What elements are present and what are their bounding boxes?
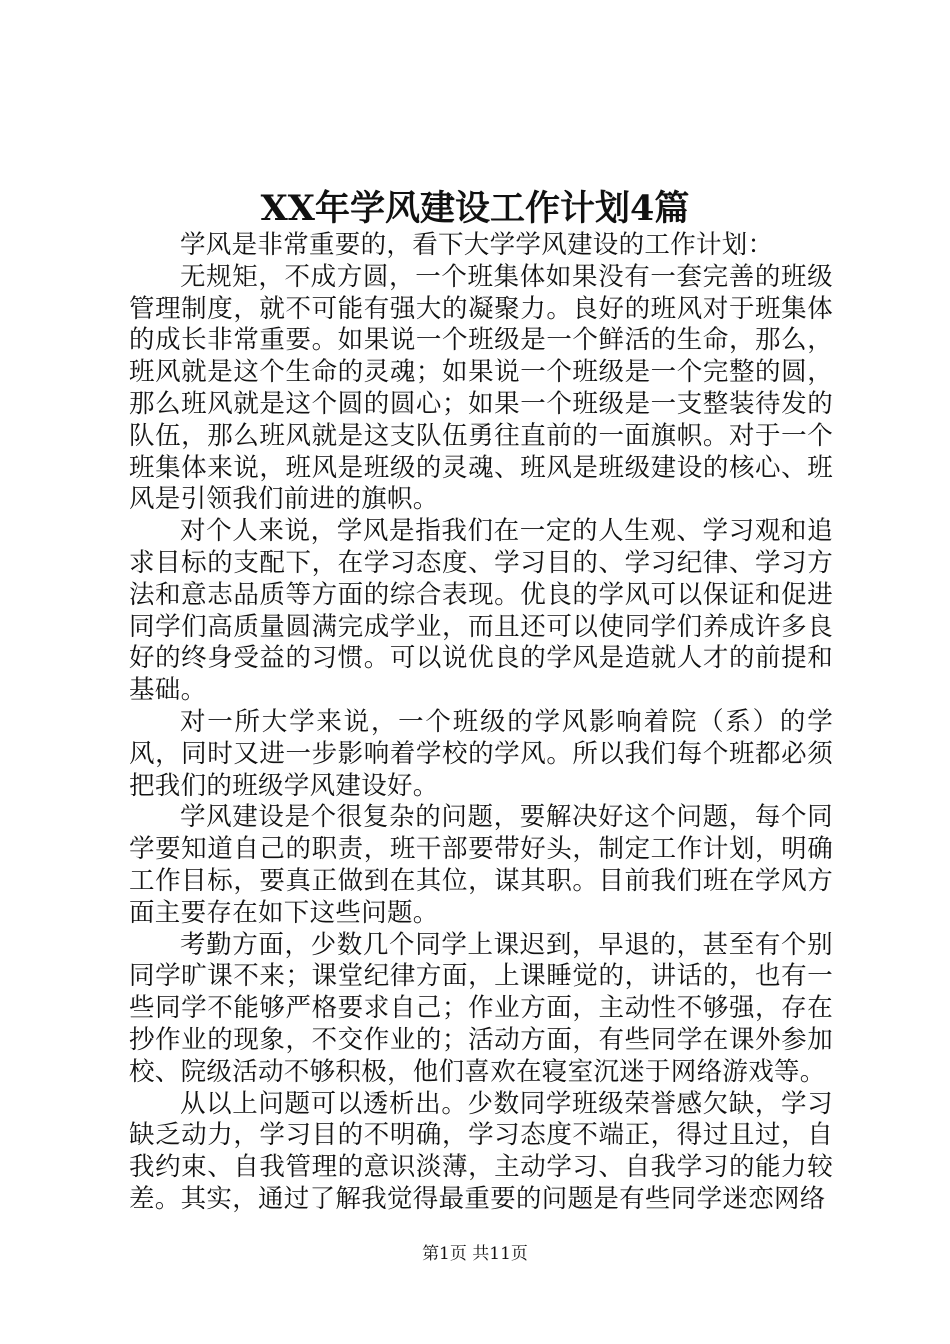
document-body xyxy=(129,230,833,1216)
paragraph: 考勤方面，少数几个同学上课迟到，早退的，甚至有个别同学旷课不来；课堂纪律方面，上课睡觉的，讲话的，也有一些同学不能够严格要求自己；作业方面，主动性不够强，存在抄作业的现象，不交作业的；活动方面，有些同学在课外参加校、院级活动不够积极，他们喜欢在寝室沉迷于网络游戏等。 xyxy=(129,929,833,1087)
page-number-footer: 第1页 共11页 xyxy=(422,1244,528,1264)
paragraph: 学风建设是个很复杂的问题，要解决好这个问题，每个同学要知道自己的职责，班干部要带好头，制定工作计划，明确工作目标，要真正做到在其位，谋其职。目前我们班在学风方面主要存在如下这些问题。 xyxy=(129,802,833,928)
paragraph: 对个人来说，学风是指我们在一定的人生观、学习观和追求目标的支配下，在学习态度、学习目的、学习纪律、学习方法和意志品质等方面的综合表现。优良的学风可以保证和促进同学们高质量圆满完成学业，而且还可以使同学们养成许多良好的终身受益的习惯。可以说优良的学风是造就人才的前提和基础。 xyxy=(129,516,833,706)
paragraph-intro: 学风是非常重要的，看下大学学风建设的工作计划： xyxy=(180,230,774,260)
paragraph: 从以上问题可以透析出。少数同学班级荣誉感欠缺，学习缺乏动力，学习目的不明确，学习态度不端正，得过且过，自我约束、自我管理的意识淡薄，主动学习、自我学习的能力较差。其实，通过了解我觉得最重要的问题是有些同学迷恋网络 xyxy=(129,1088,833,1214)
paragraph: 对一所大学来说，一个班级的学风影响着院（系）的学风，同时又进一步影响着学校的学风。所以我们每个班都必须把我们的班级学风建设好。 xyxy=(129,706,833,801)
document-title: XX年学风建设工作计划4篇 xyxy=(260,188,690,229)
paragraph: 无规矩，不成方圆，一个班集体如果没有一套完善的班级管理制度，就不可能有强大的凝聚力。良好的班风对于班集体的成长非常重要。如果说一个班级是一个鲜活的生命，那么，班风就是这个生命的灵魂；如果说一个班级是一个完整的圆，那么班风就是这个圆的圆心；如果一个班级是一支整装待发的队伍，那么班风就是这支队伍勇往直前的一面旗帜。对于一个班集体来说，班风是班级的灵魂、班风是班级建设的核心、班风是引领我们前进的旗帜。 xyxy=(129,261,833,515)
